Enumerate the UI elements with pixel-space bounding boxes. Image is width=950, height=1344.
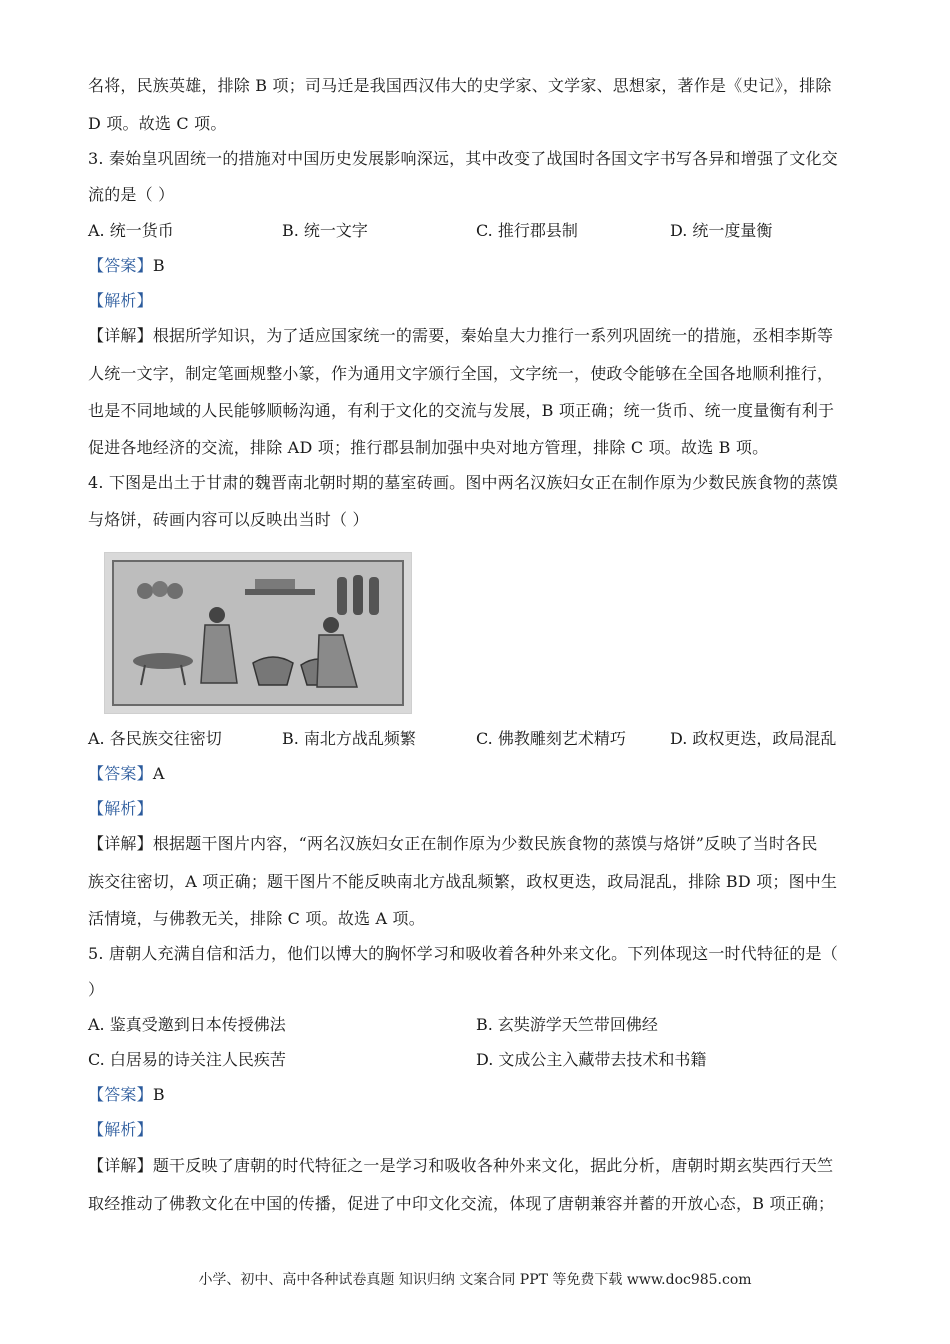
answer-tag: 【答案】	[88, 764, 153, 783]
q4-analysis-tag: 【解析】	[88, 799, 153, 818]
answer-value: B	[152, 256, 165, 275]
q3-analysis-tag: 【解析】	[88, 291, 153, 310]
q2-explanation-line: 名将，民族英雄，排除 B 项；司马迁是我国西汉伟大的史学家、文学家、思想家，著作是《史记》，排除	[88, 76, 832, 95]
answer-value: B	[152, 1085, 165, 1104]
q5-option-a: A. 鉴真受邀到日本传授佛法	[88, 1015, 286, 1034]
q3-option-b: B. 统一文字	[282, 221, 368, 240]
brick-painting-illustration	[105, 553, 411, 713]
detail-tag: 【详解】	[88, 834, 153, 853]
q5-detail-line: 取经推动了佛教文化在中国的传播，促进了中印文化交流，体现了唐朝兼容并蓄的开放心态，B 项正确；	[88, 1194, 835, 1213]
q3-detail-line: 促进各地经济的交流，排除 AD 项；推行郡县制加强中央对地方管理，排除 C 项。故选 B 项。	[88, 438, 769, 457]
page-footer: 小学、初中、高中各种试卷真题 知识归纳 文案合同 PPT 等免费下载 www.doc985.com	[198, 1272, 752, 1288]
detail-text: 题干反映了唐朝的时代特征之一是学习和吸收各种外来文化，据此分析，唐朝时期玄奘西行天竺	[152, 1156, 834, 1175]
detail-text: 根据所学知识，为了适应国家统一的需要，秦始皇大力推行一系列巩固统一的措施，丞相李斯等	[152, 326, 834, 345]
q5-answer	[88, 1084, 860, 1106]
q4-answer	[88, 763, 860, 785]
q5-option-c: C. 白居易的诗关注人民疾苦	[88, 1050, 286, 1069]
q4-option-a: A. 各民族交往密切	[88, 729, 222, 748]
q4-detail-line: 活情境，与佛教无关，排除 C 项。故选 A 项。	[88, 909, 425, 928]
tomb-brick-painting-image	[104, 552, 412, 714]
q4-stem: 4. 下图是出土于甘肃的魏晋南北朝时期的墓室砖画。图中两名汉族妇女正在制作原为少数民族食物的蒸馍	[88, 473, 838, 492]
detail-text: 根据题干图片内容，“两名汉族妇女正在制作原为少数民族食物的蒸馍与烙饼”反映了当时各民	[152, 834, 818, 853]
q3-option-a: A. 统一货币	[88, 221, 174, 240]
q4-option-d: D. 政权更迭，政局混乱	[670, 729, 837, 748]
q5-stem: 5. 唐朝人充满自信和活力，他们以博大的胸怀学习和吸收着各种外来文化。下列体现这一时代特征的是（	[88, 944, 838, 963]
q5-option-b: B. 玄奘游学天竺带回佛经	[476, 1015, 658, 1034]
answer-tag: 【答案】	[88, 256, 153, 275]
q5-stem: ）	[88, 980, 105, 999]
q3-stem: 3. 秦始皇巩固统一的措施对中国历史发展影响深远，其中改变了战国时各国文字书写各异和增强了文化交	[88, 149, 838, 168]
q4-detail-line: 族交往密切，A 项正确；题干图片不能反映南北方战乱频繁，政权更迭，政局混乱，排除 BD 项；图中生	[88, 872, 838, 891]
q2-explanation-line: D 项。故选 C 项。	[88, 114, 227, 133]
q5-detail	[88, 1155, 860, 1177]
q3-detail-line: 人统一文字，制定笔画规整小篆，作为通用文字颁行全国，文字统一，使政令能够在全国各地顺利推行，	[88, 364, 834, 383]
detail-tag: 【详解】	[88, 326, 153, 345]
q5-analysis-tag: 【解析】	[88, 1120, 153, 1139]
q3-option-c: C. 推行郡县制	[476, 221, 578, 240]
q4-stem: 与烙饼，砖画内容可以反映出当时（ ）	[88, 510, 369, 529]
q3-option-d: D. 统一度量衡	[670, 221, 773, 240]
q4-option-c: C. 佛教雕刻艺术精巧	[476, 729, 626, 748]
detail-tag: 【详解】	[88, 1156, 153, 1175]
q5-option-d: D. 文成公主入藏带去技术和书籍	[476, 1050, 707, 1069]
q3-stem: 流的是（ ）	[88, 185, 175, 204]
answer-tag: 【答案】	[88, 1085, 153, 1104]
q4-detail	[88, 833, 860, 855]
q3-answer	[88, 255, 860, 277]
q3-detail-line: 也是不同地域的人民能够顺畅沟通，有利于文化的交流与发展，B 项正确；统一货币、统一度量衡有利于	[88, 401, 835, 420]
q4-option-b: B. 南北方战乱频繁	[282, 729, 416, 748]
q3-detail	[88, 325, 860, 347]
answer-value: A	[152, 764, 165, 783]
